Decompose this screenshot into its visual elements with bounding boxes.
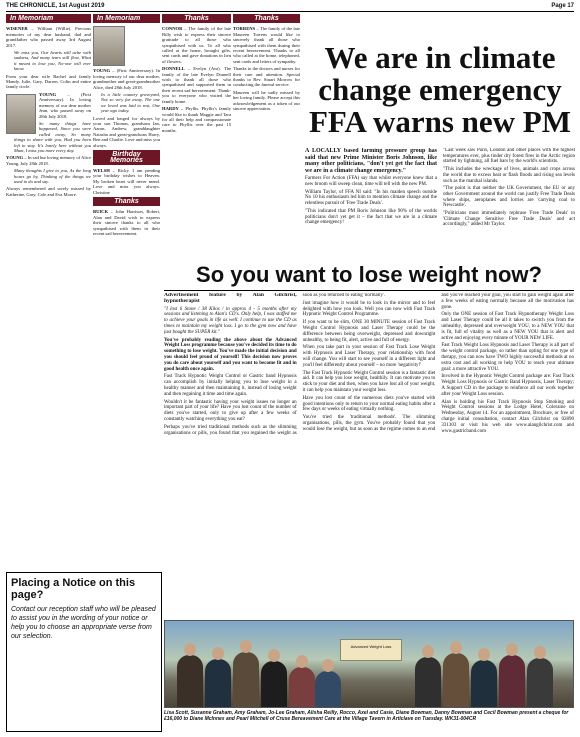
verse: We miss you, Our hearts still ache with sadness, And many tears still flow, What it meant to lose you, No-one will ever know.: [14, 50, 91, 72]
weight-para: Perhaps you've tried traditional methods such as the slimming organisations or pills, you found that you regained the weight as soon as you returned to eating 'normally'.: [164, 293, 386, 436]
weight-para: Just imagine how it would be to look in the mirror and to feel delighted with how you look. Well you can now with Fast Track Hypnotic Weight Control Programme.: [302, 300, 436, 318]
weight-para: Wouldn't it be fantastic having your weight issues no longer an important part of your life? Have you lost count of the number of diets you've started, only to give up after a few weeks of constantly watching everything you eat?: [164, 399, 297, 422]
climate-article-body: [305, 148, 575, 260]
weight-para: Only the ONE session of Fast Track Hypnotherapy Weight Loss and Laser Therapy could be all it takes to switch you from the unhealthy, depressed and overweight YOU, to a NEW YOU that is fit, full of vitality as well as a NEW YOU that is alert and active and enjoying every minute of YOUR NEW LIFE.: [441, 312, 574, 341]
verse: In a little country graveyard, Not so very far away, The one we loved was laid to rest, One year ago today.: [101, 92, 160, 114]
climate-para: "This includes the wreckage of lives, animals and crops across the world due to excess heat or flash floods and rising sea levels such as the marshal islands.: [443, 167, 575, 184]
weight-rule: [164, 290, 574, 291]
notice-young-2: YOUNG – In sad but loving memory of Alice Young, July 28th 2018.: [6, 155, 91, 166]
weight-intro: You've probably reading the above about the Advanced Weight Loss programme because you've decided its time to do something to lose weight. You've made the initial decision and you should feel proud of yourself! This decision now proves you do care about yourself and you want to become fit and in good health once again.: [164, 337, 297, 372]
testimonial-quote: "I lost 6 Stone / 38 Kilos / in approx 4 - 5 months after my sessions and listening to Alan's CD's. Only help, I was staffed me to achieve your goals in life as well. I continue to use the CD as times to maintain my weight loss. I go to the gym now and have just bought the SUPER kit.": [164, 306, 297, 335]
notice-wisener: WISENER – William (Willie). Precious memories of my dear husband, dad and grandfather who passed away 3rd August 2017.: [6, 26, 91, 48]
weight-para: The Fast Track Hypnotic Weight Control session is a fantastic diet aid. It can help you lose weight, healthily. It can motivate you to stick to your diet and then, when you have lost all of your weight, it can help you maintain your weight loss.: [302, 370, 436, 393]
person-figure: [499, 655, 525, 707]
group-photo: [164, 620, 574, 708]
weight-para: You've tried the 'traditional methods'. The slimming organisations, pills, the gym. You've probably found that you would lose the weight, but as soon as the regime comes to an end and you've reached your goal, you start to gain weight again after a few weeks of eating normally because all the motivation has gone.: [302, 293, 574, 432]
climate-lead: A LOCALLY based farming pressure group has said that new Prime Minister Boris Johnson, like many other politicians, "don't yet get the fact that we are in a climate change emergency.": [305, 148, 437, 174]
column-in-memoriam-1: [6, 14, 91, 570]
birthday-memories-header: Birthday Memories: [93, 150, 160, 165]
weight-para: Fast Track Weight Loss Hypnosis and Laser Therapy is all part of the weight control package, so rather than opting for one type of therapy, you can now have TWO highly successful methods at no extra cost and all working to help YOU to reach your ultimate goal: a more attractive YOU.: [441, 343, 574, 372]
notice-young: YOUNG – (First Anniversary). In loving memory of our dear mother, grandmother and great-grandmother Alice, died 28th July 2018.: [93, 68, 160, 90]
notice-text: Maureen will be sadly missed by her loving family. Please accept this acknowledgement as a token of our sincere appreciation.: [233, 89, 300, 112]
weight-para: Alan is holding his Fast Track Hypnosis Stop Smoking and Weight Control sessions at the Lodge Hotel, Coleraine on Wednesday, August 14. For an appointment, Brochure, or free of charge initial consultation, contact Alan Gilchrist on 02890 331303 or visit his web site www.alangilchrist.com and www.gastricband.com: [441, 399, 574, 434]
column-in-memoriam-2: [93, 14, 160, 570]
person-figure: [289, 667, 315, 707]
person-figure: [315, 671, 341, 707]
person-figure: [233, 652, 259, 707]
person-figure: [205, 659, 231, 707]
cheque: Advanced Weight Loss: [340, 639, 402, 661]
masthead-rule: [6, 11, 574, 12]
climate-para: "Politicians must immediately rephrase 'Free Trade Deals' to 'Climate Change Sensitive Free Trade Deals' and act accordingly," added Mr Taylor.: [443, 211, 575, 228]
climate-para: "Last week saw Paris, London and other places with the highest temperatures ever, plus tinder dry forest fires in the Arctic region started by lightning, all fuel bars by the world's scientists.: [443, 148, 575, 165]
placing-notice-body: Contact our reception staff who will be pleased to assist you in the wording of your notice or help you to choose an appropriate verse from our selection.: [11, 606, 156, 640]
person-figure: [415, 657, 441, 707]
weight-para: If you want to be slim, ONE 30 MINUTE session of Fast Track Weight Control Hypnosis and Laser Therapy could be the difference between being overweight, depressed and downright unhealthy, to being fit, alert, active and full of energy.: [302, 320, 436, 343]
verse: Many thoughts I give to you, As the long hours go by, Thinking of the things we used to do and say.: [14, 168, 91, 184]
notice-torrens: TORRENS – The family of the late Maureen Torrens would like to sincerely thank all those who sympathised with them during their recent bereavement. Thanks to all who called at the home, telephoned, sent cards and letters of sympathy.: [233, 26, 300, 64]
advert-label: Advertisement feature by Alan Gilchrist, hypnotherapist: [164, 293, 297, 304]
weight-para: Involved in the Hypnotic Weight Control package are: Fast Track Weight Loss Hypnosis or Gastric Band Hypnosis, Laser Therapy; A Support CD in the package to reinforce all our work together after your Weight Loss session.: [441, 374, 574, 397]
notice-hardy: HARDY – Phyllis. Phyllis's family would like to thank Maggie and Tara for all their help and compassionate care to Phyllis over the past 15 months.: [162, 106, 231, 133]
thanks-header: Thanks: [233, 14, 300, 23]
climate-headline: We are in climate change emergency FFA warns new PM: [308, 40, 572, 139]
notice-donnell: DONNELL – Evelyn (Ava). The family of the late Evelyn Donnell wish to thank all those who sympathised and supported them in their recent sad bereavement. Thank-you to everyone who visited the family home.: [162, 66, 231, 104]
person-figure: [527, 658, 553, 707]
weight-para: When you take part in your session of Fast Track Lose Weight with Hypnosis and Laser Therapy, your relationship with food will change. You will start to see yourself in a different light and you'll feel differently about yourself – no more 'negativity!': [302, 345, 436, 368]
notice-signoff: From your dear wife Rachel and family Mandy, Julie, Gary, Darren, Colin and entire family circle.: [6, 73, 91, 90]
weight-para: Fast Track Hypnotic Weight Control or Gastric band Hypnosis can accomplish by initially helping you to lose weight in a healthy manner and then maintaining it, instead of losing weight and then regaining it time and time again.: [164, 374, 297, 397]
notice-buick: BUICK – John Harrison, Robert, Alan and David wish to express their sincere thanks to all who sympathised with them in their recent sad bereavement.: [93, 209, 160, 236]
weight-headline: So you want to lose weight now?: [196, 262, 542, 287]
climate-para: "This indicated that PM Boris Johnson like 90% of the worlds politicians don't yet get it – the fact that we are in a climate change emergency!: [305, 208, 437, 226]
in-memoriam-header: In Memoriam: [6, 14, 91, 23]
person-figure: [177, 655, 203, 707]
person-figure: [443, 653, 469, 707]
person-figure: [471, 660, 497, 707]
placing-notice-title: Placing a Notice on this page?: [11, 577, 136, 601]
notice-welsh: WELSH – Ricky. I am pending your birthday wishes to Heaven. My broken heart will never mend. Love and miss you always. Christine: [93, 167, 160, 195]
paper-date: THE CHRONICLE, 1st August 2019: [6, 3, 105, 9]
person-figure: [261, 661, 287, 707]
notice-signoff: Always remembered and sorely missed by Katherine, Gary, Cole and Eva Moore.: [6, 186, 91, 197]
notice-connor: CONNOR – The family of the late Billy wish to express their sincere gratitude to all those who sympathised with us. To all who called at the home, brought gifts, sent cards and gave donations in lieu of flowers.: [162, 26, 231, 64]
weight-para: Have you lost count of the numerous diets you've started with good intentions only to return to your normal eating habits after a few days or weeks of eating virtually nothing.: [302, 395, 436, 413]
notice-signoff: Loved and longed for always by your son Thomas, grandsons Ian, Aaron, Andrew, granddaughter Natasha and great-grandsons Harry, Ben and Charlie. Love and miss you always.: [93, 115, 160, 148]
portrait-photo: [93, 26, 125, 66]
photo-caption: Lisa Scott, Susanne Graham, Amy Graham, Jo-Lee Graham, Alisha Reilly, Rocco, Axel and Casie, Diane Bowman, Danny Bowman and Cecil Bowman present a cheque for £16,000 to Diane McInnes and Pearl Mitchell of Cruse Bereavement Care at the Village Tavern in Articlave on Tuesday. WK31-004CR: [164, 710, 569, 722]
page-number: Page 17: [551, 3, 574, 9]
portrait-photo: [6, 94, 36, 134]
verse: So many things have happened, Since you were called away, So many things to share with you, Had you been left to stay. It's lonely here without you Mum, I miss you more every day.: [14, 120, 91, 153]
weight-article-body: [164, 293, 574, 617]
climate-para: Farmers For Action (FFA) say that whilst everyone knew that a new broom will sweep clean, time will tell with the new PM.: [305, 176, 437, 188]
thanks-header: Thanks: [162, 14, 231, 23]
in-memoriam-header: In Memoriam: [93, 14, 160, 23]
notice-text: Thanks to the doctors and nurses for their care and attention. Special thanks to Rev. Stuart Morrow for conducting the funeral service.: [233, 66, 300, 88]
notice-young: YOUNG – (First Anniversary). In loving memory of our dear mother Jean, who passed away on 28th July 2018.: [39, 91, 91, 119]
climate-para: William Taylor, of FFA NI said: "In his maiden speech outside No 10 his enthusiasm led him to mention climate change and the relentless pursuit of 'Free Trade Deals'.: [305, 189, 437, 207]
thanks-header: Thanks: [93, 197, 160, 206]
climate-para: "The point is that neither the UK Government, the EU or any other Government around the world can justify Free Trade Deals where ships, aeroplanes and lorries are 'carrying coal to Newcastle'.: [443, 186, 575, 209]
placing-notice-box: [6, 572, 162, 732]
